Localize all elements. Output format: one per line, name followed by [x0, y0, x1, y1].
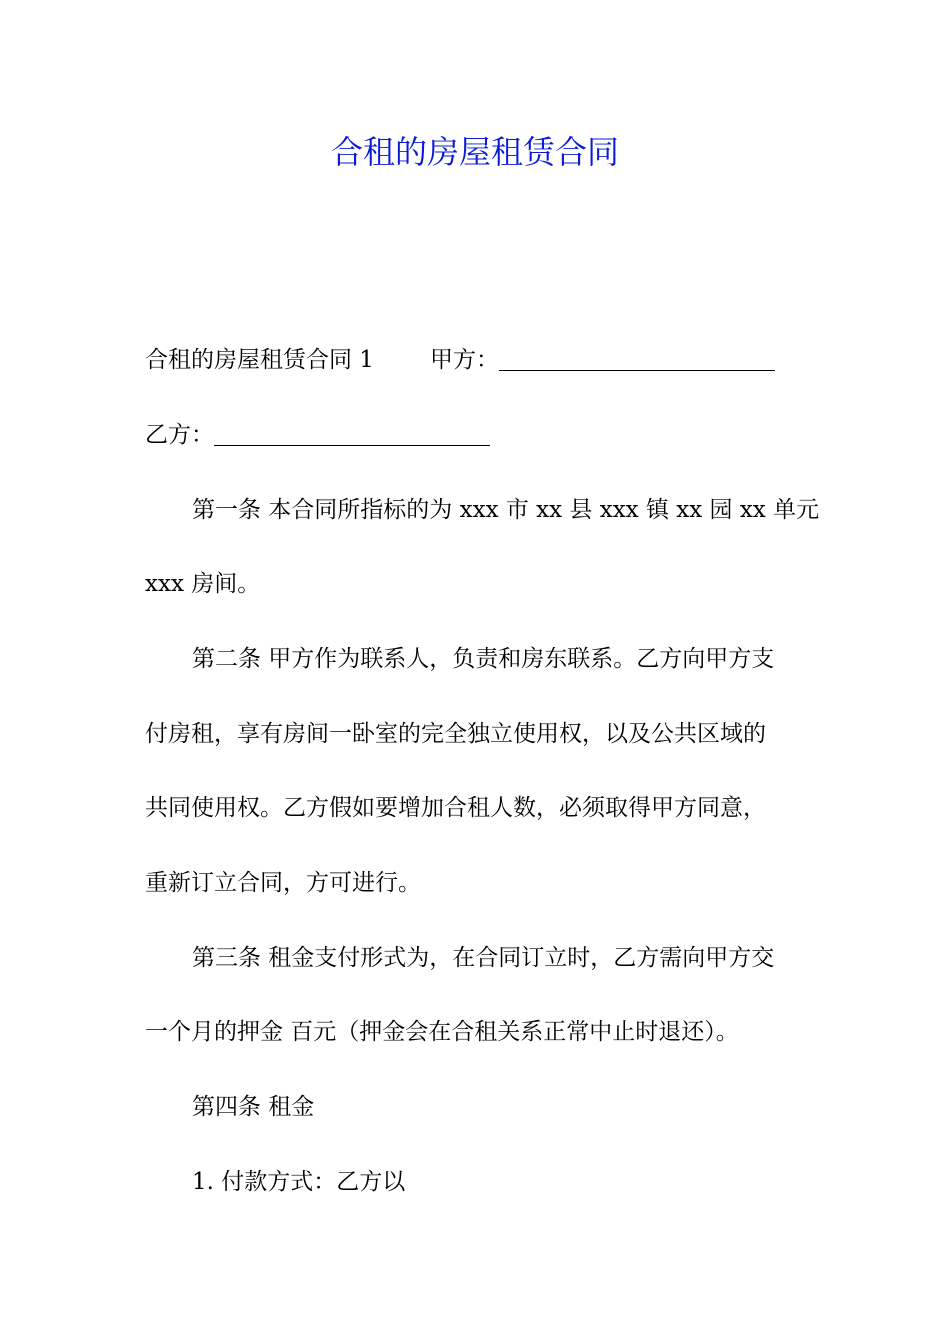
- paragraph-line: 第二条 甲方作为联系人，负责和房东联系。乙方向甲方支: [192, 646, 775, 672]
- contract-heading: 合租的房屋租赁合同 1: [145, 347, 374, 373]
- party-b-line: [145, 418, 810, 452]
- party-b-label: 乙方：: [145, 422, 214, 448]
- paragraph-line: 1. 付款方式：乙方以: [192, 1169, 406, 1195]
- party-a-label: 甲方：: [429, 347, 499, 373]
- heading-line: [145, 343, 810, 377]
- paragraph-line: 共同使用权。乙方假如要增加合租人数，必须取得甲方同意，: [145, 795, 766, 821]
- document-title: 合租的房屋租赁合同: [330, 133, 619, 171]
- paragraph-line: 第四条 租金: [192, 1094, 315, 1120]
- paragraph-line: xxx 房间。: [145, 571, 261, 597]
- paragraph-line: 付房租，享有房间一卧室的完全独立使用权，以及公共区域的: [145, 721, 766, 747]
- party-a-blank: [499, 348, 775, 371]
- party-b-blank: [214, 423, 490, 446]
- paragraph-line: 一个月的押金 百元（押金会在合租关系正常中止时退还）。: [145, 1019, 739, 1045]
- paragraph-line: 重新订立合同，方可进行。: [145, 870, 421, 896]
- paragraph-line: 第三条 租金支付形式为，在合同订立时，乙方需向甲方交: [192, 945, 775, 971]
- paragraph-line: 第一条 本合同所指标的为 xxx 市 xx 县 xxx 镇 xx 园 xx 单元: [192, 497, 820, 523]
